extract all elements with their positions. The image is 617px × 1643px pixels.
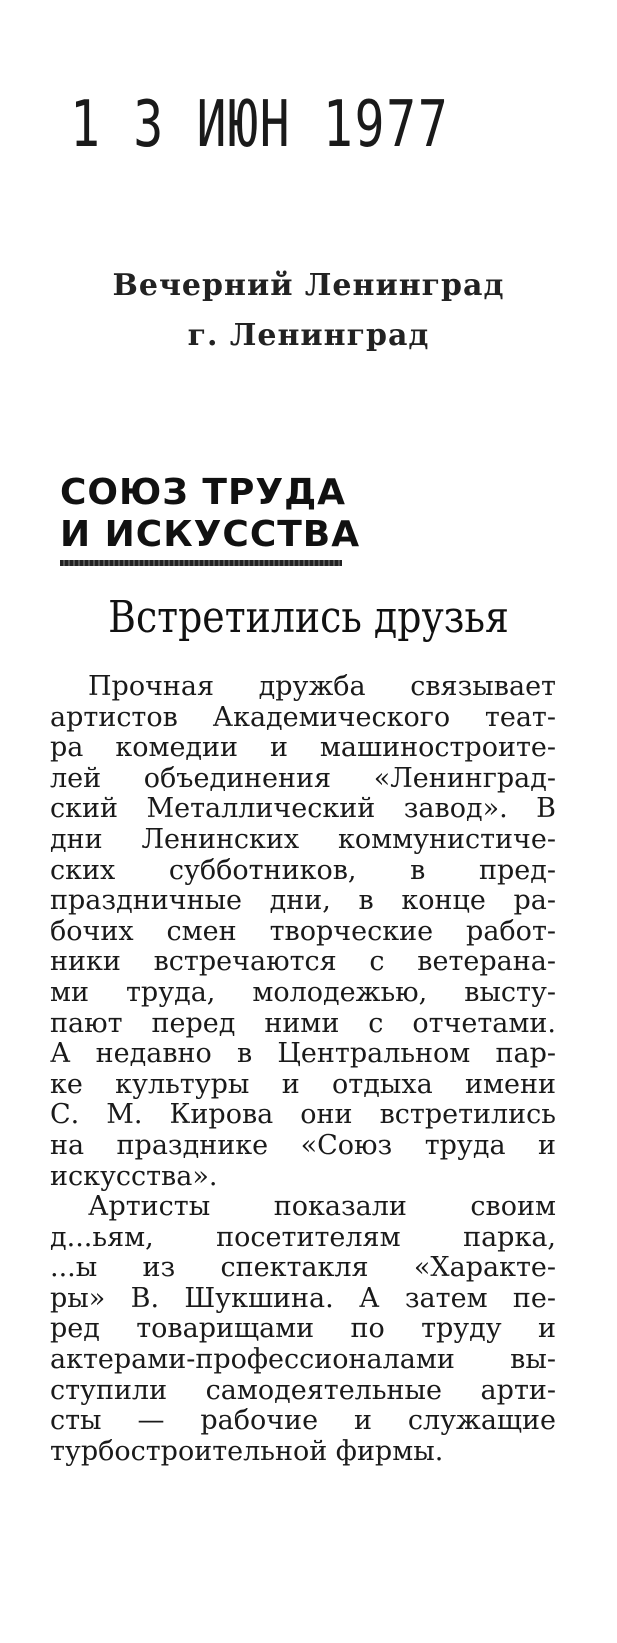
article-line: ми труда, молодежью, высту- [50, 977, 556, 1008]
article-line: бочих смен творческие работ- [50, 916, 556, 947]
article-line: Прочная дружба связывает [88, 672, 556, 702]
article-line: Артисты показали своим [88, 1192, 556, 1223]
article-line: праздничные дни, в конце ра- [50, 886, 556, 917]
rubric-line: СОЮЗ ТРУДА [60, 472, 347, 513]
source-city-stamp: г. Ленинград [187, 318, 430, 353]
article-line: сты — рабочие и служащие [50, 1406, 556, 1437]
article-line: искусства». [50, 1161, 218, 1192]
rubric-line: И ИСКУССТВА [60, 514, 361, 555]
article-line: ке культуры и отдыха имени [50, 1069, 556, 1100]
rubric-divider [60, 560, 342, 566]
article-line: С. М. Кирова они встретились [50, 1100, 556, 1131]
rubric-heading [60, 472, 360, 556]
article-headline: Встретились друзья [108, 592, 509, 643]
article-line: дни Ленинских коммунистиче- [50, 824, 556, 855]
article-line: ...ы из спектакля «Характе- [50, 1253, 556, 1284]
article-line: ники встречаются с ветерана- [50, 947, 556, 978]
article-body [50, 672, 556, 1467]
article-line: турбостроительной фирмы. [50, 1436, 444, 1467]
article-line: ский Металлический завод». В [50, 794, 556, 825]
date-stamp: 1 3 ИЮН 1977 [70, 88, 450, 162]
article-line: артистов Академического теат- [50, 702, 556, 733]
article-line: лей объединения «Ленинград- [50, 763, 556, 794]
article-line: на празднике «Союз труда и [50, 1130, 556, 1161]
article-line: ра комедии и машиностроите- [50, 733, 556, 764]
article-line: д...ьям, посетителям парка, [50, 1222, 556, 1253]
article-line: ры» В. Шукшина. А затем пе- [50, 1283, 556, 1314]
article-line: А недавно в Центральном пар- [50, 1039, 556, 1070]
article-line: ских субботников, в пред- [50, 855, 556, 886]
article-line: ступили самодеятельные арти- [50, 1375, 556, 1406]
article-line: ред товарищами по труду и [50, 1314, 556, 1345]
source-newspaper-stamp: Вечерний Ленинград [112, 268, 505, 303]
article-line: пают перед ними с отчетами. [50, 1008, 556, 1039]
article-line: актерами-профессионалами вы- [50, 1345, 556, 1376]
